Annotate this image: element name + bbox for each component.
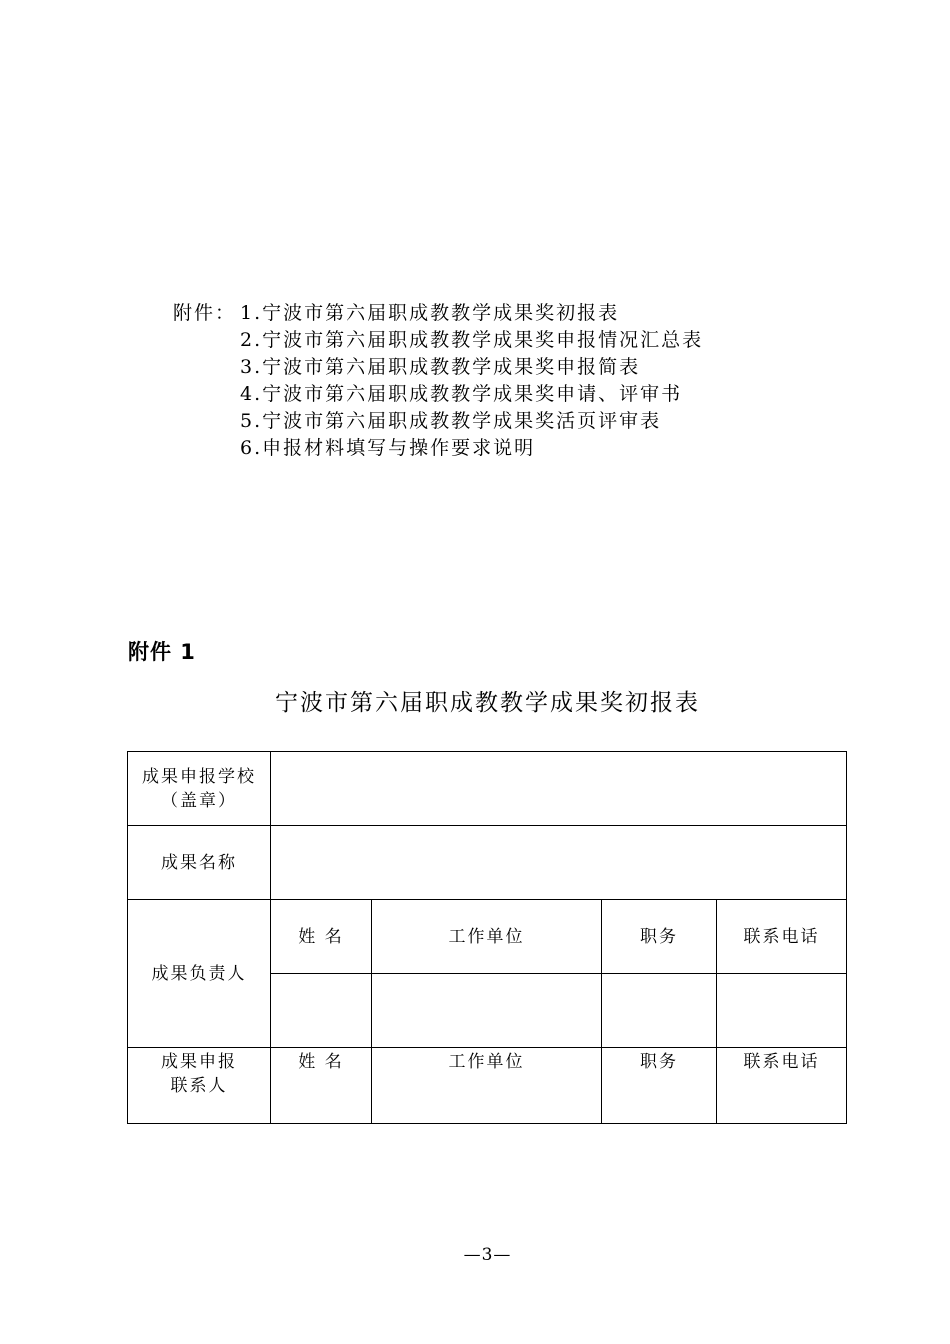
achievement-name-input-cell[interactable] bbox=[271, 826, 847, 900]
school-input-cell[interactable] bbox=[271, 752, 847, 826]
column-header-name: 姓 名 bbox=[271, 900, 372, 974]
contact-phone-cell[interactable]: 联系电话 bbox=[717, 1048, 847, 1124]
attachment-prefix: 附件： bbox=[173, 302, 237, 324]
attachment-item-text: 4.宁波市第六届职成教教学成果奖申请、评审书 bbox=[240, 383, 683, 405]
table-row bbox=[128, 752, 847, 826]
attachment-item-text: 6.申报材料填写与操作要求说明 bbox=[240, 437, 536, 459]
attachment-item-text: 3.宁波市第六届职成教教学成果奖申报简表 bbox=[240, 356, 641, 378]
attachment-item bbox=[173, 408, 703, 435]
school-label: 成果申报学校 bbox=[142, 766, 256, 787]
table-row bbox=[128, 1048, 847, 1124]
form-title: 宁波市第六届职成教教学成果奖初报表 bbox=[275, 690, 700, 716]
section-label: 附件 1 bbox=[128, 640, 196, 664]
leader-workplace-input-cell[interactable] bbox=[372, 974, 602, 1048]
contact-workplace-cell[interactable]: 工作单位 bbox=[372, 1048, 602, 1124]
leader-label: 成果负责人 bbox=[128, 900, 271, 1048]
page-number: —3— bbox=[463, 1245, 512, 1265]
school-label-cell bbox=[128, 752, 271, 826]
attachment-item bbox=[173, 354, 703, 381]
column-header-workplace: 工作单位 bbox=[372, 900, 602, 974]
attachment-item bbox=[173, 300, 703, 327]
column-header-position: 职务 bbox=[602, 900, 717, 974]
attachment-item-text: 2.宁波市第六届职成教教学成果奖申报情况汇总表 bbox=[240, 329, 704, 351]
leader-name-input-cell[interactable] bbox=[271, 974, 372, 1048]
column-header-phone: 联系电话 bbox=[717, 900, 847, 974]
achievement-name-label: 成果名称 bbox=[128, 826, 271, 900]
leader-position-input-cell[interactable] bbox=[602, 974, 717, 1048]
contact-position-cell[interactable]: 职务 bbox=[602, 1048, 717, 1124]
attachment-item-text: 5.宁波市第六届职成教教学成果奖活页评审表 bbox=[240, 410, 662, 432]
attachment-list bbox=[173, 300, 703, 462]
school-stamp-label: （盖章） bbox=[161, 790, 237, 811]
table-row bbox=[128, 900, 847, 974]
contact-label-person: 联系人 bbox=[170, 1076, 228, 1096]
leader-phone-input-cell[interactable] bbox=[717, 974, 847, 1048]
table-row bbox=[128, 826, 847, 900]
application-form-table bbox=[127, 751, 847, 1124]
attachment-item-text: 1.宁波市第六届职成教教学成果奖初报表 bbox=[240, 302, 620, 324]
contact-name-cell[interactable]: 姓 名 bbox=[271, 1048, 372, 1124]
attachment-item bbox=[173, 327, 703, 354]
contact-label-cell bbox=[128, 1048, 271, 1124]
contact-label: 成果申报 bbox=[161, 1052, 237, 1072]
attachment-item bbox=[173, 381, 703, 408]
attachment-item bbox=[173, 435, 703, 462]
